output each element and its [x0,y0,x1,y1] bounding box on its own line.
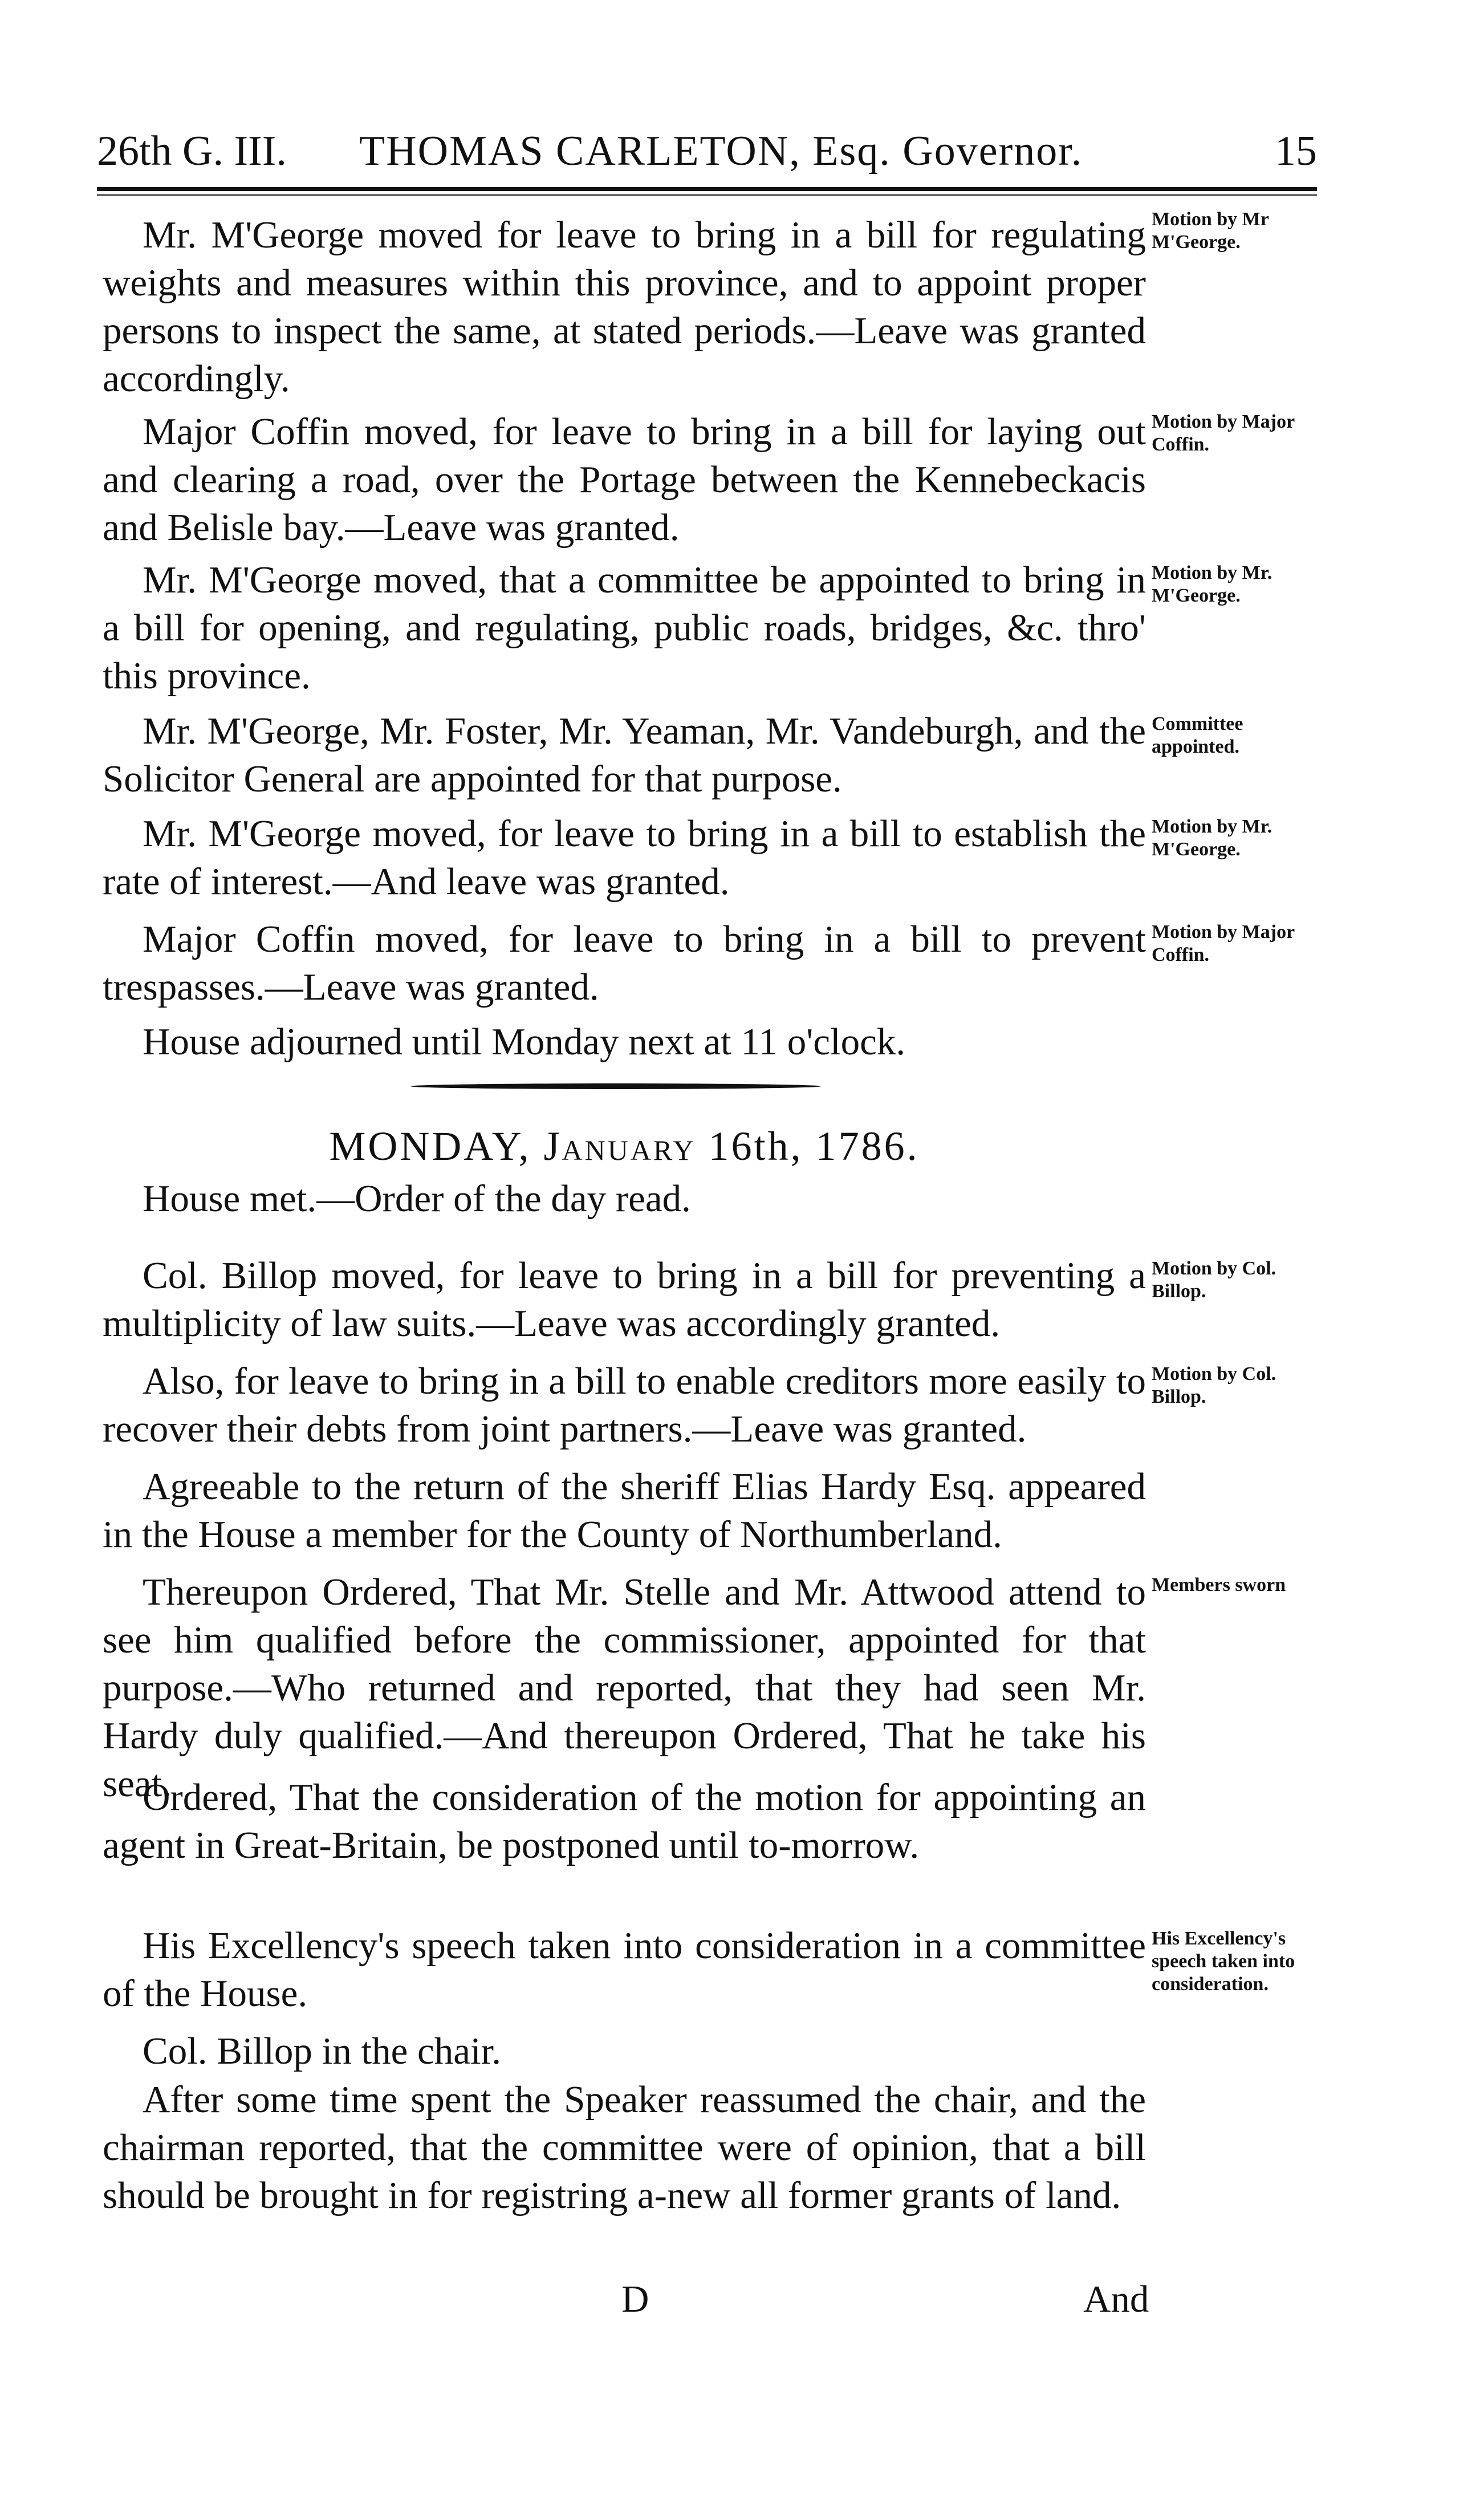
heading-date: 16th, 1786. [708,1123,920,1169]
margin-note: Motion by Col. Billop. [1152,1363,1276,1407]
header-rule [97,187,1317,191]
header-title: THOMAS CARLETON, Esq. Governor. [359,128,1083,174]
date-heading [103,1120,1146,1172]
heading-day: MONDAY, [329,1123,531,1169]
paragraph-members-sworn: Thereupon Ordered, That Mr. Stelle and Mr. Attwood attend to see him qualified before the commissioner, appointed for that purpose.—Who returned and reported, that they had seen Mr. Hardy duly qualified.—And thereupon Ordered, That he take his seat. [103,1571,1146,1805]
margin-note: His Excellency's speech taken into consideration. [1152,1928,1295,1995]
paragraph-public-roads: Mr. M'George moved, that a committee be appointed to bring in a bill for opening, and regulating, public roads, bridges, &c. thro' this province. [103,559,1146,697]
paragraph-speaker-reassumed: After some time spent the Speaker reassumed the chair, and the chairman reported, that the committee were of opinion, that a bill should be brought in for registring a-new all former grants of land. [103,2078,1146,2216]
paragraph-sheriff-return: Agreeable to the return of the sheriff Elias Hardy Esq. appeared in the House a member for the County of Northumberland. [103,1465,1146,1556]
page-number: 15 [1275,128,1317,174]
paragraph-law-suits: Col. Billop moved, for leave to bring in a bill for preventing a multiplicity of law suits.—Leave was accordingly granted. [103,1254,1146,1345]
margin-note: Motion by Col. Billop. [1152,1258,1276,1302]
paragraph-committee-appointed: Mr. M'George, Mr. Foster, Mr. Yeaman, Mr. Vandeburgh, and the Solicitor General are appointed for that purpose. [103,710,1146,800]
section-divider [410,1083,821,1089]
heading-month: January [543,1123,696,1169]
paragraph-billop-chair: Col. Billop in the chair. [143,2030,502,2072]
margin-note: Committee appointed. [1152,713,1243,757]
paragraph-joint-partners: Also, for leave to bring in a bill to enable creditors more easily to recover their debts from joint partners.—Leave was granted. [103,1360,1146,1450]
paragraph-house-met: House met.—Order of the day read. [143,1178,691,1220]
signature-mark: D [621,2278,649,2320]
header-rule-thin [97,194,1317,196]
paragraph-portage-road: Major Coffin moved, for leave to bring in a bill for laying out and clearing a road, over the Portage between the Kennebeckacis and Belisle bay.—Leave was granted. [103,411,1146,549]
margin-note: Motion by Mr. M'George. [1152,816,1272,860]
margin-note: Members sworn [1152,1574,1286,1595]
running-header [97,120,1317,182]
paragraph-speech-committee: His Excellency's speech taken into consideration in a committee of the House. [103,1924,1146,2015]
header-regnal-year: 26th G. III. [97,128,287,174]
paragraph-trespasses: Major Coffin moved, for leave to bring in a bill to prevent trespasses.—Leave was granted. [103,918,1146,1008]
margin-note: Motion by Mr M'George. [1152,209,1269,253]
paragraph-weights-measures: Mr. M'George moved for leave to bring in a bill for regulating weights and measures within this province, and to appoint proper persons to inspect the same, at stated periods.—Leave was granted accordingly. [103,214,1146,400]
paragraph-adjourned: House adjourned until Monday next at 11 o'clock. [143,1021,906,1063]
margin-note: Motion by Major Coffin. [1152,411,1295,455]
paragraph-rate-of-interest: Mr. M'George moved, for leave to bring in a bill to establish the rate of interest.—And leave was granted. [103,813,1146,903]
margin-note: Motion by Major Coffin. [1152,921,1295,965]
catchword: And [1083,2278,1149,2320]
margin-note: Motion by Mr. M'George. [1152,562,1272,606]
paragraph-agent-great-britain: Ordered, That the consideration of the motion for appointing an agent in Great-Britain, be postponed until to-morrow. [103,1776,1146,1866]
